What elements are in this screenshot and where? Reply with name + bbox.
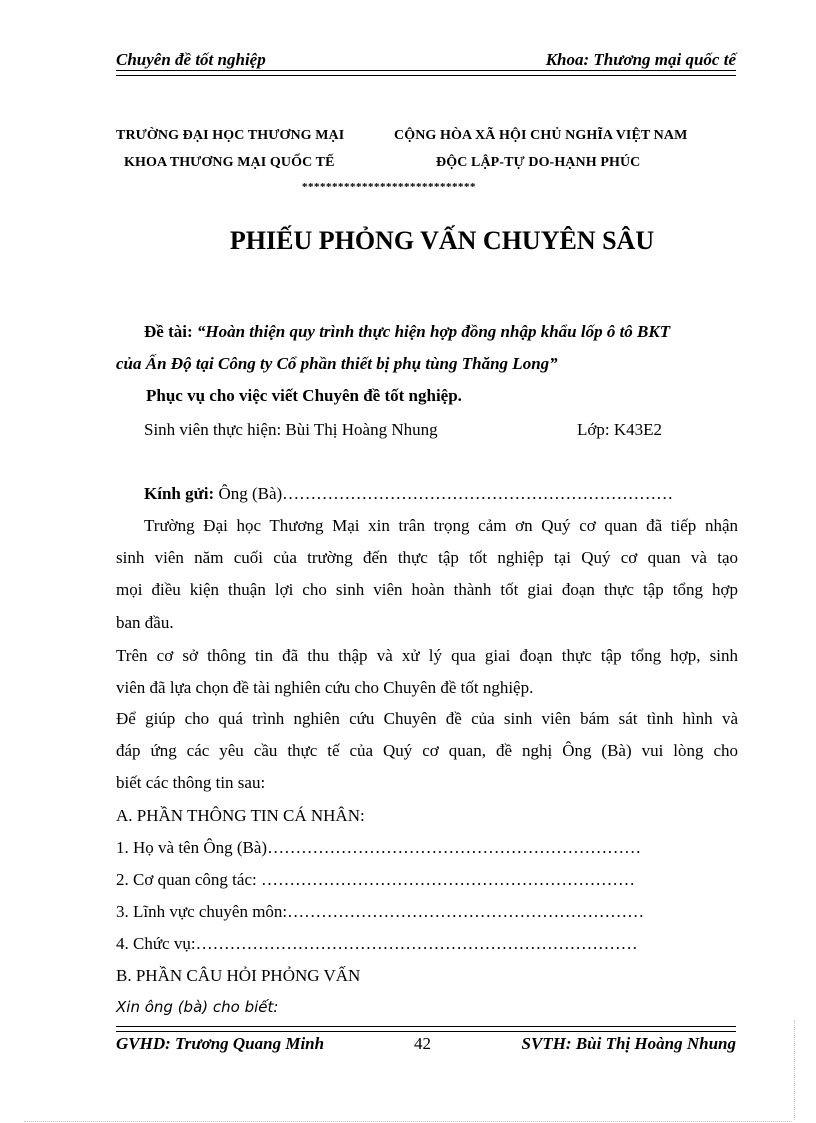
footer-rule <box>116 1026 736 1032</box>
student-name: Bùi Thị Hoàng Nhung <box>285 420 438 439</box>
section-a-title: A. PHẦN THÔNG TIN CÁ NHÂN: <box>116 806 365 825</box>
field-expertise: 3. Lĩnh vực chuyên môn:……………………………………………………… <box>116 902 645 921</box>
header-rule <box>116 70 736 76</box>
topic-label: Đề tài: <box>144 322 193 341</box>
student-line <box>144 420 438 440</box>
salutation-label: Kính gửi: <box>144 484 215 503</box>
salutation-line <box>144 484 673 504</box>
national-motto: ĐỘC LẬP-TỰ DO-HẠNH PHÚC <box>436 155 641 170</box>
faculty-name: KHOA THƯƠNG MẠI QUỐC TẾ <box>124 155 335 170</box>
page-edge-bottom <box>24 1121 792 1122</box>
p1-line-3: mọi điều kiện thuận lợi cho sinh viên hoàn thành tốt giai đoạn thực tập tổng hợp <box>116 580 738 599</box>
section-b-prompt: Xin ông (bà) cho biết: <box>116 998 279 1016</box>
republic-name: CỘNG HÒA XÃ HỘI CHỦ NGHĨA VIỆT NAM <box>394 128 688 143</box>
p3-line-3: biết các thông tin sau: <box>116 773 266 792</box>
p3-line-2: đáp ứng các yêu cầu thực tế của Quý cơ quan, đề nghị Ông (Bà) vui lòng cho <box>116 741 738 760</box>
school-name: TRƯỜNG ĐẠI HỌC THƯƠNG MẠI <box>116 128 345 143</box>
student-label: Sinh viên thực hiện: <box>144 420 282 439</box>
field-full-name: 1. Họ và tên Ông (Bà)………………………………………………………… <box>116 838 642 857</box>
page-edge-right <box>794 1020 795 1120</box>
field-workplace: 2. Cơ quan công tác: ………………………………………………………… <box>116 870 635 889</box>
p1-line-4: ban đầu. <box>116 613 174 632</box>
p1-line-1: Trường Đại học Thương Mại xin trân trọng cảm ơn Quý cơ quan đã tiếp nhận <box>144 516 738 535</box>
p3-line-1: Để giúp cho quá trình nghiên cứu Chuyên đề của sinh viên bám sát tình hình và <box>116 709 738 728</box>
topic-line-1 <box>144 322 670 342</box>
p2-line-1: Trên cơ sở thông tin đã thu thập và xử lý qua giai đoạn thực tập tổng hợp, sinh <box>116 646 738 665</box>
header-left: Chuyên đề tốt nghiệp <box>116 50 266 69</box>
salutation-text: Ông (Bà)…………………………………………………………… <box>218 484 674 503</box>
page-title: PHIẾU PHỎNG VẤN CHUYÊN SÂU <box>229 226 655 255</box>
student-class: Lớp: K43E2 <box>577 420 663 439</box>
header-right: Khoa: Thương mại quốc tế <box>545 50 736 69</box>
topic-title-2: của Ấn Độ tại Công ty Cổ phần thiết bị phụ tùng Thăng Long” <box>116 354 558 373</box>
page-number: 42 <box>414 1034 431 1053</box>
separator-stars: ***************************** <box>302 181 476 193</box>
field-position: 4. Chức vụ:…………………………………………………………………… <box>116 934 638 953</box>
purpose-line: Phục vụ cho việc viết Chuyên đề tốt nghiệp. <box>146 386 462 405</box>
p1-line-2: sinh viên năm cuối của trường đến thực tập tốt nghiệp tại Quý cơ quan và tạo <box>116 548 738 567</box>
topic-title-1: “Hoàn thiện quy trình thực hiện hợp đồng nhập khẩu lốp ô tô BKT <box>196 322 671 341</box>
p2-line-2: viên đã lựa chọn đề tài nghiên cứu cho Chuyên đề tốt nghiệp. <box>116 678 534 697</box>
section-b-title: B. PHẦN CÂU HỎI PHỎNG VẤN <box>116 966 361 985</box>
footer-student: SVTH: Bùi Thị Hoàng Nhung <box>521 1034 736 1053</box>
footer-supervisor: GVHD: Trương Quang Minh <box>116 1034 325 1053</box>
